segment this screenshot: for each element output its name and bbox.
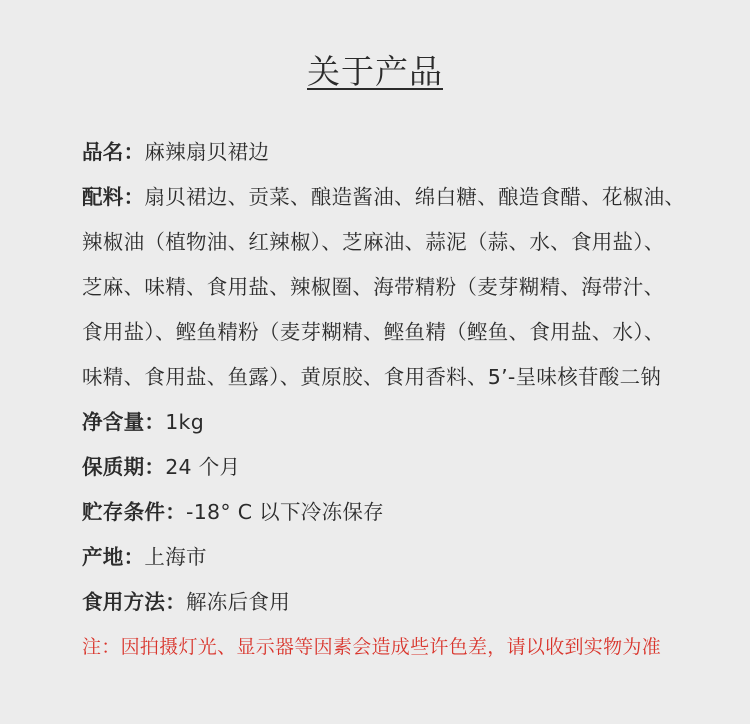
row-value: 上海市 (144, 545, 207, 569)
row-label: 保质期： (82, 455, 166, 479)
product-info (82, 130, 746, 670)
info-row-ingredients (82, 175, 746, 220)
color-disclaimer-note: 注：因拍摄灯光、显示器等因素会造成些许色差，请以收到实物为准 (82, 636, 662, 658)
row-value: -18° C 以下冷冻保存 (186, 500, 384, 524)
row-label: 贮存条件： (82, 500, 186, 524)
row-label: 配料： (82, 185, 145, 209)
info-row-ingredients-cont (82, 355, 746, 400)
row-value: 扇贝裙边、贡菜、酿造酱油、绵白糖、酿造食醋、花椒油、 (144, 185, 686, 209)
row-value: 辣椒油（植物油、红辣椒）、芝麻油、蒜泥（蒜、水、食用盐）、 (82, 230, 665, 254)
info-row-usage (82, 580, 746, 625)
info-row-storage (82, 490, 746, 535)
row-value: 解冻后食用 (186, 590, 290, 614)
row-value: 麻辣扇贝裙边 (144, 140, 270, 164)
row-value: 芝麻、味精、食用盐、辣椒圈、海带精粉（麦芽糊精、海带汁、 (82, 275, 665, 299)
row-value: 味精、食用盐、鱼露）、黄原胶、食用香料、5’-呈味核苷酸二钠 (82, 365, 662, 389)
row-label: 产地： (82, 545, 145, 569)
info-row-shelf-life (82, 445, 746, 490)
info-row-net-weight (82, 400, 746, 445)
row-value: 1kg (165, 410, 205, 434)
row-label: 净含量： (82, 410, 166, 434)
page-title: 关于产品 (307, 52, 443, 91)
row-value: 食用盐）、鲣鱼精粉（麦芽糊精、鲣鱼精（鲣鱼、食用盐、水）、 (82, 320, 665, 344)
info-row-ingredients-cont (82, 220, 746, 265)
info-row-origin (82, 535, 746, 580)
row-value: 24 个月 (165, 455, 241, 479)
info-row-ingredients-cont (82, 265, 746, 310)
row-label: 品名： (82, 140, 145, 164)
info-row-ingredients-cont (82, 310, 746, 355)
row-label: 食用方法： (82, 590, 186, 614)
info-row-name (82, 130, 746, 175)
